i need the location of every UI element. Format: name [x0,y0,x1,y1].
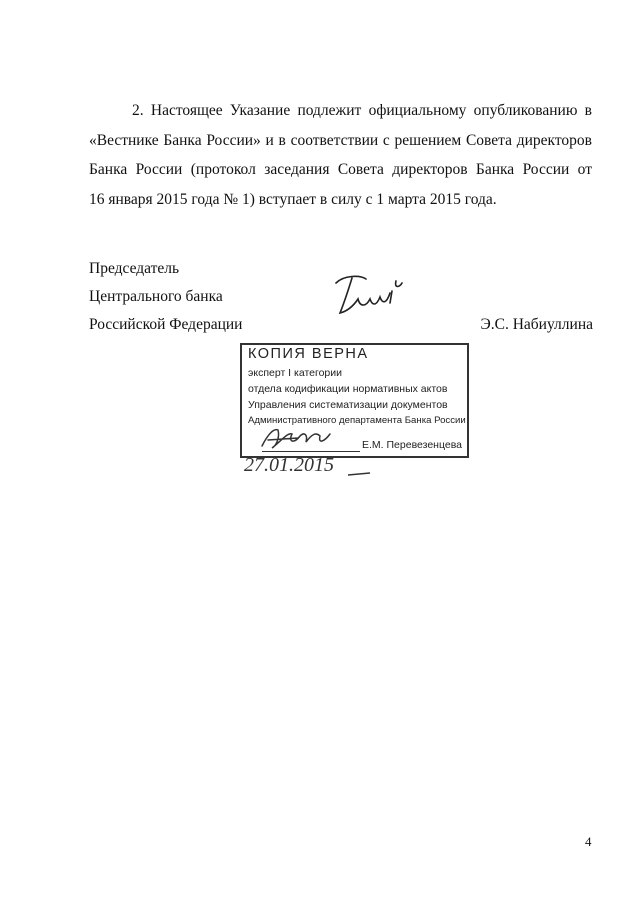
signatory-name: Э.С. Набиуллина [480,316,593,333]
stamp-date-text: 27.01.2015 [244,454,334,476]
signatory-title-line: Председатель [89,260,180,277]
signatory-title-line: Российской Федерации [89,316,243,333]
stamp-line: эксперт I категории [248,367,342,379]
page-number: 4 [585,834,592,849]
paragraph-line: 16 января 2015 года № 1) вступает в силу с 1 марта 2015 года. [89,190,497,208]
stamp-title: КОПИЯ ВЕРНА [248,346,369,362]
stamp-line: отдела кодификации нормативных актов [248,383,448,395]
stamp-line: Управления систематизации документов [248,399,448,411]
paragraph-line: «Вестнике Банка России» и в соответствии с решением Совета директоров [89,131,592,149]
signatory-title [89,255,242,339]
paragraph-line: 2. Настоящее Указание подлежит официальному опубликованию в [132,102,592,119]
handwritten-signature [330,273,410,323]
paragraph-2 [89,96,592,214]
handwritten-date [244,451,374,479]
paragraph-line: Банка России (протокол заседания Совета директоров Банка России от [89,161,592,178]
stamp-signature [258,424,348,454]
stamp-signer-name: Е.М. Перевезенцева [362,439,463,451]
stamp-line: Административного департамента Банка России [248,415,466,426]
signatory-title-line: Центрального банка [89,288,223,305]
